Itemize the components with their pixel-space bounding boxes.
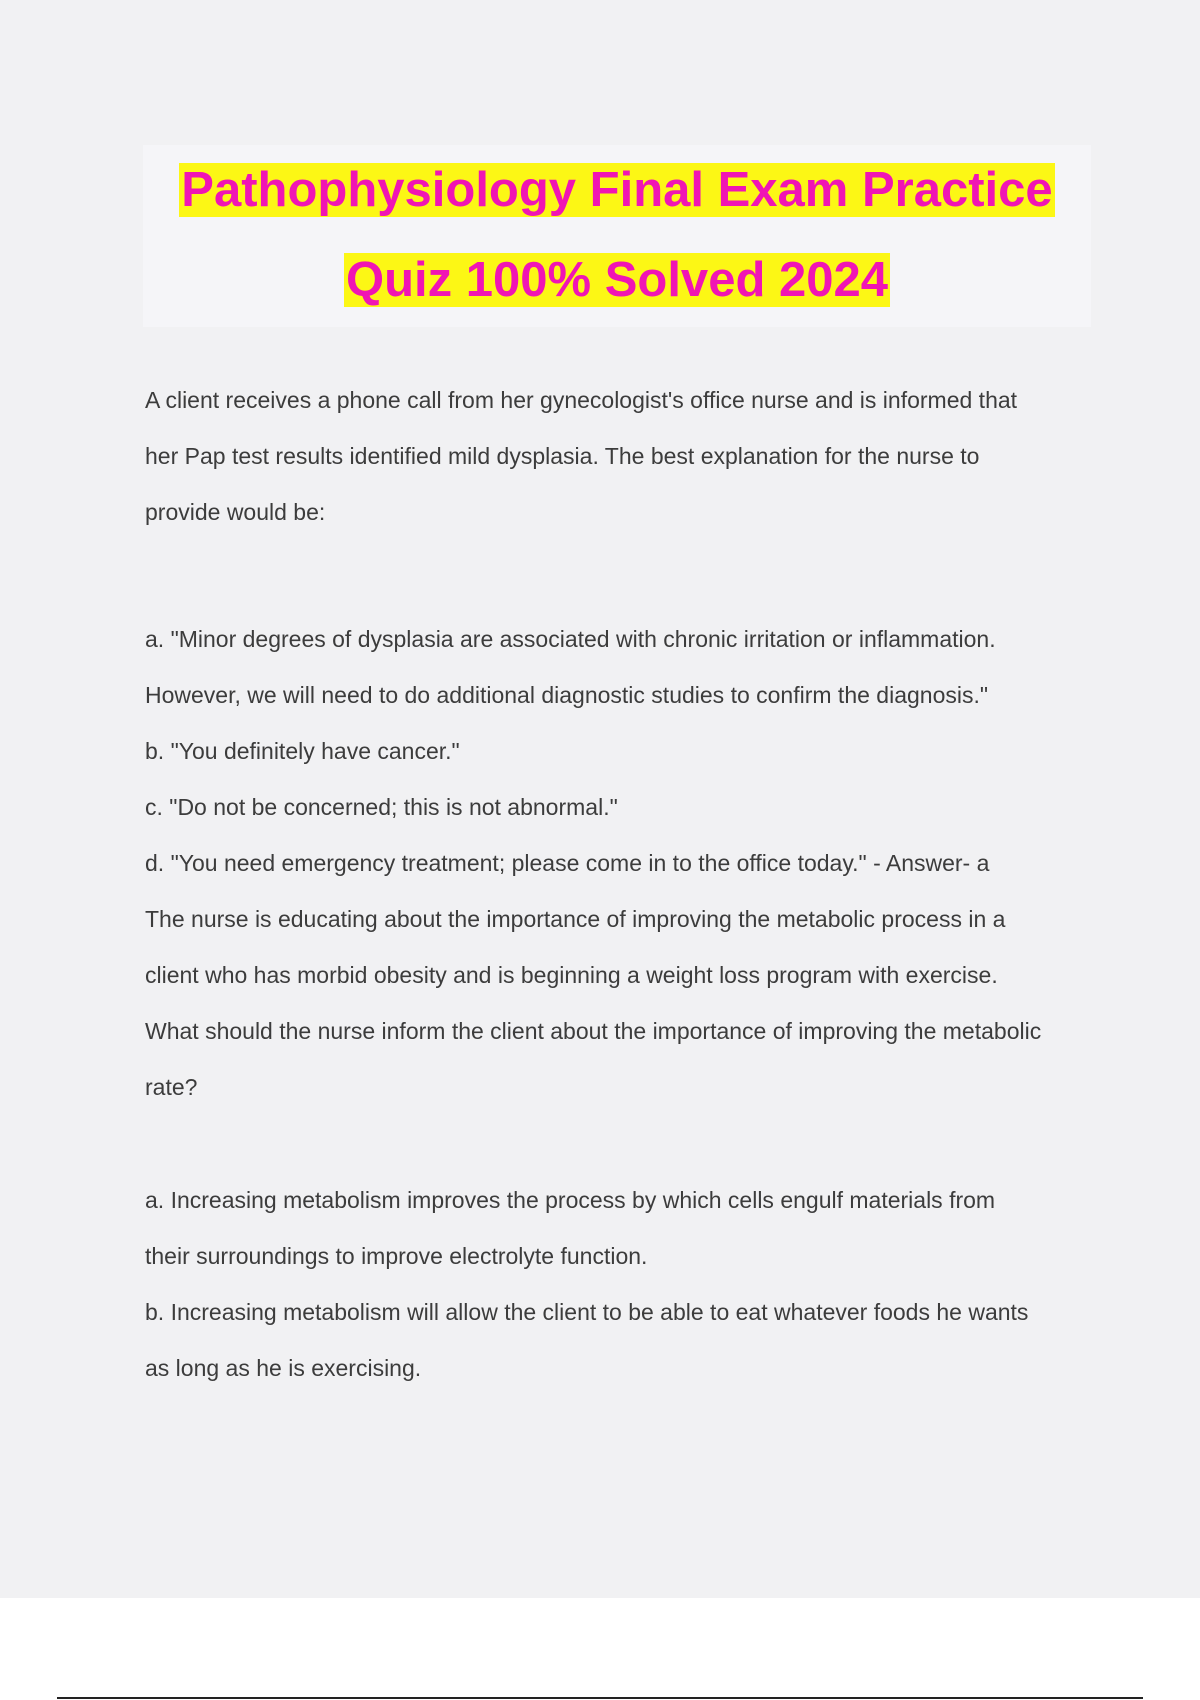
title-highlight-2: Quiz 100% Solved 2024 bbox=[346, 253, 888, 307]
title-block bbox=[143, 145, 1091, 327]
question-stem-line: client who has morbid obesity and is beginning a weight loss program with exercise. bbox=[145, 962, 998, 988]
spacer bbox=[145, 540, 1105, 611]
question-2 bbox=[145, 891, 1105, 1396]
question-stem-line: provide would be: bbox=[145, 499, 326, 525]
question-stem-line: A client receives a phone call from her gynecologist's office nurse and is informed that bbox=[145, 387, 1018, 413]
title-line-2 bbox=[143, 235, 1091, 325]
answer-option-line: a. Increasing metabolism improves the process by which cells engulf materials from bbox=[145, 1187, 996, 1213]
answer-option-line: d. "You need emergency treatment; please come in to the office today." - Answer- a bbox=[145, 850, 990, 876]
answer-option-line: b. Increasing metabolism will allow the client to be able to eat whatever foods he wants bbox=[145, 1299, 1029, 1325]
question-stem-line: The nurse is educating about the importance of improving the metabolic process in a bbox=[145, 906, 1006, 932]
answer-option-line: as long as he is exercising. bbox=[145, 1355, 422, 1381]
spacer bbox=[145, 1115, 1105, 1172]
question-stem-line: rate? bbox=[145, 1074, 198, 1100]
question-stem-line: her Pap test results identified mild dysplasia. The best explanation for the nurse to bbox=[145, 443, 980, 469]
answer-option-line: their surroundings to improve electrolyte function. bbox=[145, 1243, 648, 1269]
answer-option-line: c. "Do not be concerned; this is not abnormal." bbox=[145, 794, 618, 820]
answer-option-line: b. "You definitely have cancer." bbox=[145, 738, 460, 764]
answer-option-line: However, we will need to do additional diagnostic studies to confirm the diagnosis." bbox=[145, 682, 989, 708]
answer-option-line: a. "Minor degrees of dysplasia are associated with chronic irritation or inflammation. bbox=[145, 626, 996, 652]
document-body bbox=[145, 372, 1105, 1396]
question-1 bbox=[145, 372, 1105, 891]
footer-divider bbox=[57, 1697, 1143, 1699]
question-stem-line: What should the nurse inform the client about the importance of improving the metabolic bbox=[145, 1018, 1042, 1044]
title-line-1 bbox=[143, 145, 1091, 235]
title-highlight-1: Pathophysiology Final Exam Practice bbox=[181, 163, 1053, 217]
